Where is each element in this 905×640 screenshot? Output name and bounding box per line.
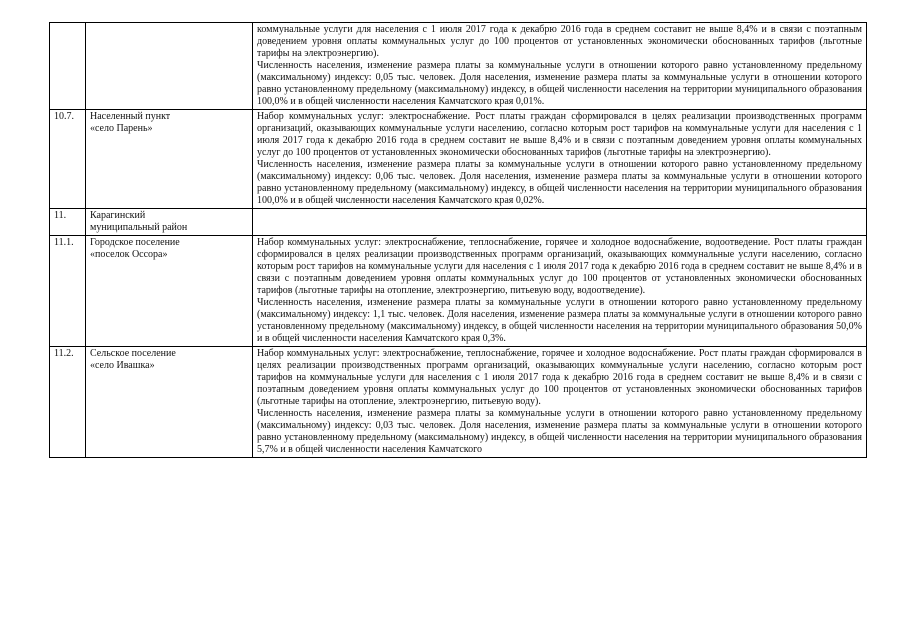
table-row [50, 347, 867, 458]
municipality-name-line: «поселок Оссора» [90, 249, 168, 260]
tariff-description [253, 347, 867, 458]
municipality-name-line: Карагинский [90, 210, 146, 221]
description-paragraph: коммунальные услуги для населения с 1 июля 2017 года к декабрю 2016 года в среднем составит не выше 8,4% и в связи с поэтапным доведением уровня оплаты коммунальных услуг до 100 процентов от установленных экономически обоснованных тарифов (льготные тарифы на электроэнергию). [257, 24, 862, 59]
description-paragraph: Набор коммунальных услуг: электроснабжение, теплоснабжение, горячее и холодное водоснабжение, водоотведение. Рост платы граждан сформировался в целях реализации производственных программ организаций, оказывающих коммунальные услуги населению, согласно которым рост тарифов на коммунальные услуги для населения с 1 июля 2017 года к декабрю 2016 года в среднем составит не выше 8,4% и в связи с поэтапным доведением уровня оплаты коммунальных услуг до 100 процентов от установленных экономически обоснованных тарифов (льготные тарифы на отопление, электроэнергию, питьевую воду, водоотведение). [257, 237, 862, 296]
table-body [50, 23, 867, 458]
row-number: 11.2. [50, 347, 86, 458]
municipality-name [86, 236, 253, 347]
municipality-name-line: Сельское поселение [90, 348, 176, 359]
municipality-name [86, 347, 253, 458]
municipality-name-line: «село Ивашка» [90, 360, 155, 371]
description-paragraph: Численность населения, изменение размера платы за коммунальные услуги в отношении которого равно установленному предельному (максимальному) индексу: 0,06 тыс. человек. Доля населения, изменение размера платы за коммунальные услуги в отношении которого равно установленному предельному (максимальному) индексу, в общей численности населения на территории муниципального образования 100,0% и в общей численности населения Камчатского края 0,02%. [257, 159, 862, 206]
tariff-description [253, 209, 867, 236]
municipality-name [86, 110, 253, 209]
description-paragraph: Численность населения, изменение размера платы за коммунальные услуги в отношении которого равно установленному предельному (максимальному) индексу: 1,1 тыс. человек. Доля населения, изменение размера платы за коммунальные услуги в отношении которого равно установленному предельному (максимальному) индексу, в общей численности населения на территории муниципального образования 50,0% и в общей численности населения Камчатского края 0,3%. [257, 297, 862, 344]
table-row [50, 236, 867, 347]
municipality-name-line: муниципальный район [90, 222, 188, 233]
municipality-name [86, 209, 253, 236]
table-row [50, 110, 867, 209]
row-number [50, 23, 86, 110]
description-paragraph: Численность населения, изменение размера платы за коммунальные услуги в отношении которого равно установленному предельному (максимальному) индексу: 0,03 тыс. человек. Доля населения, изменение размера платы за коммунальные услуги в отношении которого равно установленному предельному (максимальному) индексу, в общей численности населения на территории муниципального образования 5,7% и в общей численности населения Камчатского [257, 408, 862, 455]
description-paragraph: Набор коммунальных услуг: электроснабжение. Рост платы граждан сформировался в целях реализации производственных программ организаций, оказывающих коммунальные услуги населению, согласно которым рост тарифов на коммунальные услуги для населения с 1 июля 2017 года к декабрю 2016 года в среднем составит не выше 8,4% и в связи с поэтапным доведением уровня оплаты коммунальных услуг до 100 процентов от установленных экономически обоснованных тарифов (льготные тарифы на электроэнергию). [257, 111, 862, 158]
municipality-name [86, 23, 253, 110]
table-row [50, 209, 867, 236]
row-number: 10.7. [50, 110, 86, 209]
tariff-description [253, 110, 867, 209]
description-paragraph: Набор коммунальных услуг: электроснабжение, теплоснабжение, горячее и холодное водоснабжение. Рост платы граждан сформировался в целях реализации производственных программ организаций, оказывающих коммунальные услуги населению, согласно которым рост тарифов на коммунальные услуги для населения с 1 июля 2017 года к декабрю 2016 года в среднем составит не выше 8,4% и в связи с поэтапным доведением уровня оплаты коммунальных услуг до 100 процентов от установленных экономически обоснованных тарифов (льготные тарифы на отопление, электроэнергию, питьевую воду). [257, 348, 862, 407]
row-number: 11. [50, 209, 86, 236]
tariff-description [253, 236, 867, 347]
municipality-name-line: Городское поселение [90, 237, 180, 248]
municipality-name-line: Населенный пункт [90, 111, 171, 122]
table-row [50, 23, 867, 110]
municipal-tariff-table [49, 22, 867, 458]
description-paragraph: Численность населения, изменение размера платы за коммунальные услуги в отношении которого равно установленному предельному (максимальному) индексу: 0,05 тыс. человек. Доля населения, изменение размера платы за коммунальные услуги в отношении которого равно установленному предельному (максимальному) индексу, в общей численности населения на территории муниципального образования 100,0% и в общей численности населения Камчатского края 0,01%. [257, 60, 862, 107]
row-number: 11.1. [50, 236, 86, 347]
municipality-name-line: «село Парень» [90, 123, 153, 134]
tariff-description [253, 23, 867, 110]
